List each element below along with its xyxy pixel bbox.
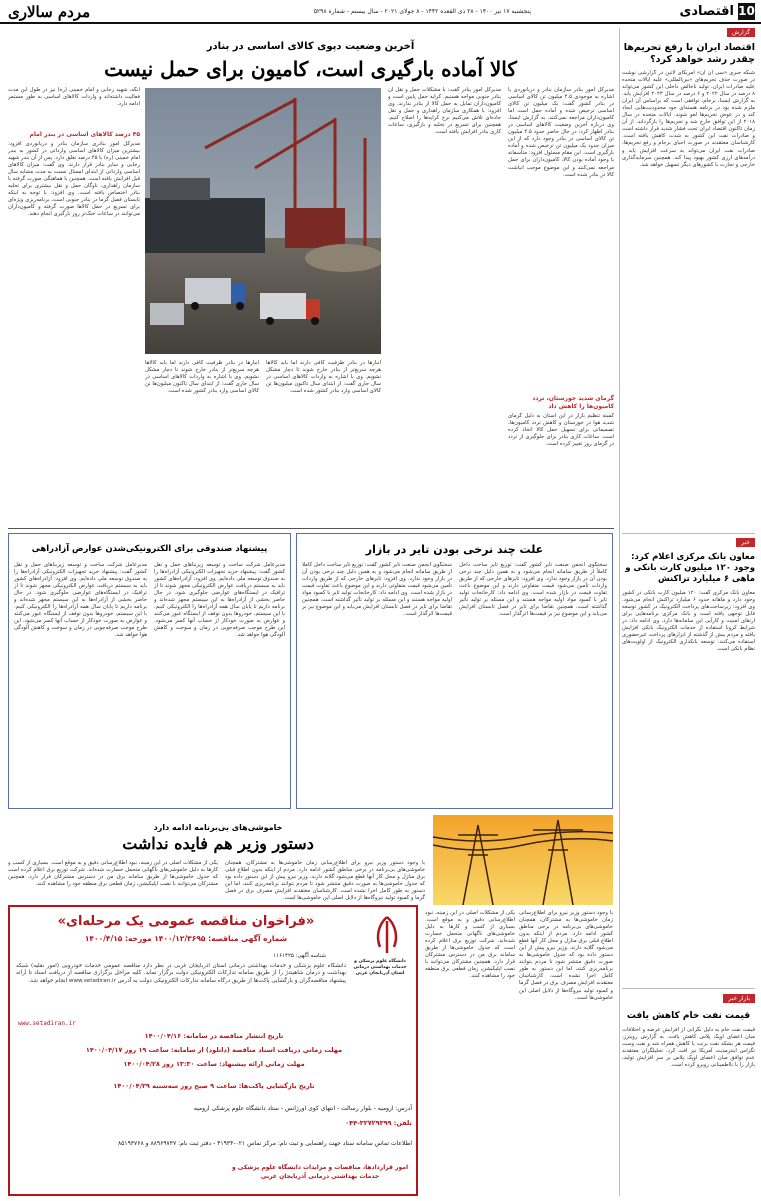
report-label: گزارش bbox=[727, 28, 755, 37]
sidebar bbox=[622, 28, 755, 1196]
market-body: قیمت نفت خام به دلیل نگرانی از افزایش عرضه و اختلافات میان اعضای اوپک پلاس کاهش یافت. به گزارش رویترز، قیمت هر بشکه نفت برنت با کاهش همراه شد و نفت وست تگزاس اینترمدیت آمریکا نیز افت کرد. تحلیلگران معتقدند عدم توافق میان اعضای اوپک پلاس بر سر افزایش تولید، بازار را با نااطمینانی روبرو کرده است. bbox=[622, 1027, 755, 1069]
paper-logo: مردم سالاری bbox=[8, 3, 91, 21]
main-col-4-top: انگه، شهید رجایی و امام خمینی (ره) نیز در طول این مدت فعالیت داشته‌اند و واردات کالاهای اساسی به طور مستمر ادامه دارد. bbox=[8, 87, 140, 108]
masthead bbox=[0, 0, 761, 24]
port-photo bbox=[145, 88, 381, 354]
ad-subtitle: شماره آگهی مناقصه: ۱۴۰۰/۱۲/۳۶۹۵ مورخه: ۱۴۰۰/۴/۱۵ bbox=[84, 934, 288, 943]
main-col-4: مدیرکل امور بنادری سازمان بنادر و دریانوردی افزود: بیشترین میزان کالاهای اساسی وارداتی در کشور به بندر امام خمینی (ره) با ۴۵ درصد تعلق دارد. پس از آن بندر شهید رجایی و سایر بنادر قرار دارند. وی گفت: میزان کالاهای اساسی وارداتی از ابتدای امسال نسبت به مدت مشابه سال قبل افزایش یافته است. همچنین با هماهنگی صورت گرفته با سازمان راهداری، ناوگان حمل و نقل بیشتری برای تخلیه بنادر اختصاص یافته است. وی افزود: با توجه به اینکه تابستان فصل گرما در بنادر جنوبی است، برنامه‌ریزی ویژه‌ای برای تسریع در حمل کالاها صورت گرفته و کامیون‌داران می‌توانند در ساعات خنک‌تر روز بارگیری انجام دهند. bbox=[8, 141, 140, 218]
date-line: پنجشنبه ۱۷ تیر ۱۴۰۰ - ۲۸ ذی القعده ۱۴۴۲ - ۸ جولای ۲۰۲۱ - سال بیستم - شماره ۵۲۹۸ bbox=[313, 8, 531, 15]
ad-date-4: تاریخ بازگشایی پاکت‌ها: ساعت ۹ صبح روز سه‌شنبه ۱۴۰۰/۰۴/۲۹ bbox=[113, 1082, 315, 1090]
blackout-body-top-1: با وجود دستور وزیر نیرو برای اطلاع‌رسانی زمان خاموشی‌ها به مشترکان، همچنان خاموشی‌های بی‌برنامه در برخی مناطق کشور ادامه دارد. مردم از اینکه بدون اطلاع قبلی برق منازل و محل کار آنها قطع می‌شود گلایه دارند. وزیر نیرو پیش از این دستور داده بود که جدول خاموشی‌ها به صورت دقیق منتشر شود تا مردم بتوانند برنامه‌ریزی کنند، اما این دستور به طور کامل اجرا نشده است. کارشناسان معتقدند افزایش مصرف برق در فصل گرما و کمبود تولید نیروگاه‌ها از دلایل اصلی این خاموشی‌ها است. bbox=[225, 860, 425, 902]
ad-title: «فراخوان مناقصه عمومی یک مرحله‌ای» bbox=[57, 914, 315, 929]
market-label: بازار خبر bbox=[723, 994, 755, 1003]
ad-org-name: دانشگاه علوم پزشکی و خدمات بهداشتی درمانی استان آذربایجان غربی bbox=[353, 959, 407, 976]
news-title: معاون بانک مرکزی اعلام کرد: وجود ۱۲۰ میلیون کارت بانکی و ماهی ۶ میلیارد تراکنش bbox=[625, 552, 755, 584]
ad-date-3: مهلت زمانی ارائه پیشنهاد: ساعت ۱۳:۳۰ روز ۱۴۰۰/۰۴/۲۸ bbox=[123, 1060, 305, 1068]
main-col-1: مدیرکل امور بنادر سازمان بنادر و دریانوردی با اشاره به موجودی ۴.۵ میلیون تن کالای اساسی در بنادر کشور گفت: یک میلیون تن کالای اساسی ترخیص شده و آماده حمل است اما کامیون‌داران مراجعه نمی‌کنند. به گزارش ایسنا، وی درباره آخرین وضعیت کالاهای اساسی در بنادر اظهار کرد: در حال حاضر حدود ۴.۵ میلیون تن کالای اساسی در بنادر وجود دارد که از این میزان حدود یک میلیون تن ترخیص شده و آماده بارگیری است. این مقام مسئول افزود: متأسفانه با وجود آماده بودن کالا، کامیون‌داران برای حمل مراجعه نمی‌کنند و این موضوع موجب انباشت کالا در بنادر شده است. bbox=[508, 87, 614, 178]
report-body: شبکه خبری «سی ان ان» آمریکای لاتین در گزارشی نوشت در صورت حذف تحریم‌های «بین‌المللی» علیه ایالات متحده علیه صادرات ایران، تولید ناخالص داخلی این کشور می‌تواند ۸ درصد در سال ۲۰۲۲ و ۶ درصد در سال ۲۰۲۳ افزایش یابد. به گزارش ایسنا، برجام، توافقی است که براساس آن ایران ملزم شده بود در برنامه هسته‌ای خود محدودیت‌هایی ایجاد کند و در عوض تحریم‌ها لغو شوند. ایالات متحده در سال ۲۰۱۸ از این توافق خارج شد و تحریم‌ها را بازگرداند. از آن زمان تاکنون اقتصاد ایران تحت فشار شدید قرار داشته است و صادرات نفت این کشور به شدت کاهش یافته است. کارشناسان معتقدند در صورت احیای برجام و رفع تحریم‌ها، صادرات نفت ایران می‌تواند به سرعت افزایش یابد و درآمدهای ارزی کشور بهبود پیدا کند. همچنین سرمایه‌گذاری خارجی و تجارت با کشورهای دیگر تسهیل خواهد شد. bbox=[622, 70, 755, 168]
ad-help-line: اطلاعات تماس سامانه ستاد جهت راهنمایی و ثبت نام: مرکز تماس ۰۲۱-۴۱۹۳۴ - دفتر ثبت نام: ۸۸۹۶۹۷۳۷ و ۸۵۱۹۳۷۶۸ bbox=[117, 1140, 412, 1147]
news-body: معاون بانک مرکزی گفت: ۱۲۰ میلیون کارت بانکی در کشور وجود دارد و ماهانه حدود ۶ میلیارد تراکنش انجام می‌شود. وی افزود: زیرساخت‌های پرداخت الکترونیک در کشور توسعه قابل توجهی یافته است و بانک مرکزی برنامه‌هایی برای ارتقای امنیت و کارآیی این سامانه‌ها دارد. وی ادامه داد: در شرایط کرونا استفاده از خدمات الکترونیک بانکی افزایش یافته و مردم بیش از گذشته از ابزارهای پرداخت غیرحضوری استفاده می‌کنند. توسعه بانکداری الکترونیک از اولویت‌های نظام بانکی است. bbox=[622, 590, 755, 653]
blackout-body-top-2: یکی از مشکلات اصلی در این زمینه، نبود اطلاع‌رسانی دقیق و به موقع است. بسیاری از کسب و کارها به دلیل خاموشی‌های ناگهانی متحمل خسارت شده‌اند. شرکت توزیع برق اعلام کرده است که جدول خاموشی‌ها از طریق سامانه برق من در دسترس مشترکان قرار دارد. همچنین مشترکان می‌توانند با نصب اپلیکیشن، زمان قطعی برق منطقه خود را مشاهده کنند. bbox=[8, 860, 218, 888]
news-label: خبر bbox=[736, 538, 755, 547]
ad-date-2: مهلت زمانی دریافت اسناد مناقصه (دانلود) از سامانه: ساعت ۱۹ روز ۱۴۰۰/۰۴/۱۷ bbox=[85, 1046, 343, 1054]
market-title: قیمت نفت خام کاهش یافت bbox=[626, 1011, 751, 1021]
iran-emblem-icon bbox=[364, 913, 410, 959]
report-title: اقتصاد ایران با رفع تحریم‌ها چقدر رشد خواهد کرد؟ bbox=[623, 42, 755, 65]
powerline-photo-image bbox=[433, 815, 613, 905]
main-col-4-subhead: ۴۵ درصد کالاهای اساسی در بندر امام bbox=[29, 131, 140, 138]
ad-address: آدرس: ارومیه - بلوار رسالت - انتهای کوی اورژانس - ستاد دانشگاه علوم پزشکی ارومیه bbox=[193, 1105, 412, 1112]
article-tire-body-1: سخنگوی انجمن صنعت تایر کشور گفت: توزیع تایر ساخت داخل کاملاً از طریق سامانه انجام می‌شود و به همین دلیل چند نرخی بودن آن در بازار وجود ندارد. وی افزود: تایرهای خارجی که از طریق واردات تأمین می‌شود قیمت متفاوتی دارند و این موضوع باعث تفاوت قیمت در بازار شده است. وی ادامه داد: کارخانجات تولید تایر با کمبود مواد اولیه مواجه هستند و این مسئله بر تولید تأثیر گذاشته است. همچنین تقاضا برای تایر در فصل تابستان افزایش می‌یابد و این موضوع نیز بر قیمت‌ها اثرگذار است. bbox=[459, 562, 607, 618]
ad-phone: تلفن: ۳۲۷۲۹۳۹۹-۰۴۴ bbox=[345, 1119, 412, 1127]
article-tire-body-2: سخنگوی انجمن صنعت تایر کشور گفت: توزیع تایر ساخت داخل کاملاً از طریق سامانه انجام می‌شود و به همین دلیل چند نرخی بودن آن در بازار وجود ندارد. وی افزود: تایرهای خارجی که از طریق واردات تأمین می‌شود قیمت متفاوتی دارند و این موضوع باعث تفاوت قیمت در بازار شده است. وی ادامه داد: کارخانجات تولید تایر با کمبود مواد اولیه مواجه هستند و این مسئله بر تولید تأثیر گذاشته است. همچنین تقاضا برای تایر در فصل تابستان افزایش می‌یابد و این موضوع نیز بر قیمت‌ها اثرگذار است. bbox=[302, 562, 452, 618]
main-headline: کالا آماده بارگیری است، کامیون برای حمل نیست bbox=[104, 57, 517, 81]
tender-ad bbox=[8, 905, 418, 1196]
section-title: اقتصادی bbox=[679, 4, 734, 19]
blackout-kicker: خاموشی‌های بی‌برنامه ادامه دارد bbox=[153, 823, 283, 832]
main-kicker: آخرین وضعیت دپوی کالای اساسی در بنادر bbox=[206, 41, 415, 52]
ad-notice-id: شناسه آگهی: ۱۱۶۱۴۲۵ bbox=[273, 953, 326, 959]
powerline-photo bbox=[433, 815, 613, 905]
main-col-3: انبارها در بنادر ظرفیت کافی دارند اما باید کالاها هرچه سریع‌تر از بنادر خارج شوند تا دچار مشکل نشویم. وی با اشاره به واردات کالاهای اساسی در سال جاری گفت: از ابتدای سال تاکنون میلیون‌ها تن کالای اساسی وارد بنادر کشور شده است. bbox=[266, 360, 381, 395]
ad-emblem bbox=[364, 913, 410, 959]
main-col-2: مدیرکل امور بنادر گفت: با مشکلات حمل و نقل آن بنادر جنوبی مواجه هستیم. کرایه حمل پایین است و کامیون‌داران تمایل به حمل کالا از بنادر ندارند. وی افزود: با همکاری سازمان راهداری و حمل و نقل جاده‌ای تلاش می‌کنیم نرخ کرایه‌ها را اصلاح کنیم. همچنین برای تسریع در تخلیه و بارگیری، ساعات کاری بنادر افزایش یافته است. bbox=[388, 87, 501, 136]
article-toll-body-2: مدیرعامل شرکت ساخت و توسعه زیربناهای حمل و نقل کشور گفت: پیشنهاد خرید تجهیزات الکترونیکی آزادراه‌ها را به صندوق توسعه ملی داده‌ایم. وی افزود: آزادراه‌های کشور باید به سیستم دریافت عوارض الکترونیکی مجهز شوند تا از ترافیک در ایستگاه‌های عوارضی جلوگیری شود. در حال حاضر بخشی از آزادراه‌ها به این سیستم مجهز شده‌اند و برنامه داریم تا پایان سال همه آزادراه‌ها را الکترونیکی کنیم. با این سیستم، خودروها بدون توقف از ایستگاه عبور می‌کنند و عوارض به صورت خودکار از حساب آنها کسر می‌شود. این طرح موجب صرفه‌جویی در زمان و سوخت و کاهش آلودگی هوا خواهد شد. bbox=[14, 562, 147, 639]
port-photo-image bbox=[145, 88, 381, 354]
article-toll-title: پیشنهاد صندوقی برای الکترونیکی‌شدن عوارض آزادراهی bbox=[31, 544, 268, 554]
blackout-headline: دستور وزیر هم فایده نداشت bbox=[122, 834, 314, 853]
blackout-col-1: با وجود دستور وزیر نیرو برای اطلاع‌رسانی زمان خاموشی‌ها به مشترکان، همچنان خاموشی‌های بی‌برنامه در برخی مناطق کشور ادامه دارد. مردم از اینکه بدون اطلاع قبلی برق منازل و محل کار آنها قطع می‌شود گلایه دارند. وزیر نیرو پیش از این دستور داده بود که جدول خاموشی‌ها به صورت دقیق منتشر شود تا مردم بتوانند برنامه‌ریزی کنند، اما این دستور به طور کامل اجرا نشده است. کارشناسان معتقدند افزایش مصرف برق در فصل گرما و کمبود تولید نیروگاه‌ها از دلایل اصلی این خاموشی‌ها است. bbox=[519, 910, 613, 1001]
article-tire-title: علت چند نرخی بودن تایر در بازار bbox=[365, 543, 544, 556]
page-number-badge: 10 bbox=[738, 4, 755, 18]
blackout-col-2: یکی از مشکلات اصلی در این زمینه، نبود اطلاع‌رسانی دقیق و به موقع است. بسیاری از کسب و کارها به دلیل خاموشی‌های ناگهانی متحمل خسارت شده‌اند. شرکت توزیع برق اعلام کرده است که جدول خاموشی‌ها از طریق سامانه برق من در دسترس مشترکان قرار دارد. همچنین مشترکان می‌توانند با نصب اپلیکیشن، زمان قطعی برق منطقه خود را مشاهده کنند. bbox=[425, 910, 515, 980]
main-col-3b: انبارها در بنادر ظرفیت کافی دارند اما باید کالاها هرچه سریع‌تر از بنادر خارج شوند تا دچار مشکل نشویم. وی با اشاره به واردات کالاهای اساسی در سال جاری گفت: از ابتدای سال تاکنون میلیون‌ها تن کالای اساسی وارد بنادر کشور شده است. bbox=[145, 360, 259, 395]
ad-footer: امور قراردادها، مناقصات و مزایدات دانشگاه علوم پزشکی و خدمات بهداشتی درمانی آذربایجان غربی bbox=[231, 1164, 408, 1180]
ad-website-link[interactable]: www.setadiran.ir bbox=[18, 1020, 76, 1027]
ad-date-1: تاریخ انتشار مناقصه در سامانه: ۱۴۰۰/۰۴/۱۶ bbox=[144, 1032, 284, 1040]
ad-body: دانشگاه علوم پزشکی و خدمات بهداشتی درمانی استان آذربایجان غربی در نظر دارد مناقصه عمومی خدمات خودرویی (امور نقلیه) شبکه بهداشت و درمان شاهیندژ را از طریق سامانه تدارکات الکترونیکی دولت برگزار نماید. کلیه مراحل برگزاری مناقصه از دریافت اسناد تا ارائه پیشنهاد مناقصه‌گران و بازگشایی پاکت‌ها از طریق درگاه سامانه تدارکات الکترونیکی دولت به آدرس www.setadiran.ir انجام خواهد شد. bbox=[16, 963, 346, 984]
main-col-1b: کمیته تنظیم بازار در این استان به دلیل گرمای شدید هوا در خوزستان و کاهش تردد کامیون‌ها، تصمیماتی برای تسهیل حمل کالا اتخاذ کرده است. ساعات کاری بنادر برای جلوگیری از تردد در گرمای روز تغییر کرده است. bbox=[508, 413, 614, 448]
article-toll-body-1: مدیرعامل شرکت ساخت و توسعه زیربناهای حمل و نقل کشور گفت: پیشنهاد خرید تجهیزات الکترونیکی آزادراه‌ها را به صندوق توسعه ملی داده‌ایم. وی افزود: آزادراه‌های کشور باید به سیستم دریافت عوارض الکترونیکی مجهز شوند تا از ترافیک در ایستگاه‌های عوارضی جلوگیری شود. در حال حاضر بخشی از آزادراه‌ها به این سیستم مجهز شده‌اند و برنامه داریم تا پایان سال همه آزادراه‌ها را الکترونیکی کنیم. با این سیستم، خودروها بدون توقف از ایستگاه عبور می‌کنند و عوارض به صورت خودکار از حساب آنها کسر می‌شود. این طرح موجب صرفه‌جویی در زمان و سوخت و کاهش آلودگی هوا خواهد شد. bbox=[154, 562, 285, 639]
main-col-1-subhead: گرمای شدید خوزستان، تردد کامیون‌ها را کاهش داد bbox=[532, 395, 614, 410]
